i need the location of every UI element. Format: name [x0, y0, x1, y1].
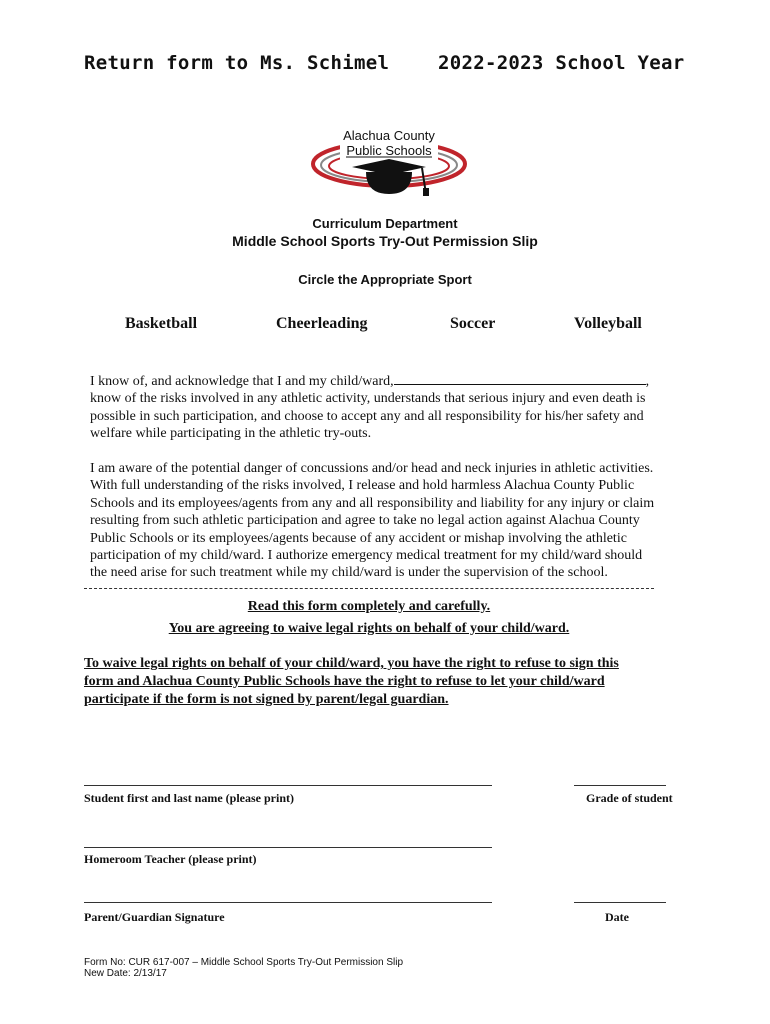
student-name-line[interactable] — [84, 785, 492, 786]
homeroom-teacher-label: Homeroom Teacher (please print) — [84, 852, 257, 866]
grade-label: Grade of student — [586, 791, 673, 805]
ack-line-4: welfare while participating in the athletic try-outs. — [90, 426, 372, 442]
district-logo — [310, 126, 468, 198]
release-line: With full understanding of the risks involved, I release and hold harmless Alachua County Public — [90, 478, 635, 494]
release-line: Public Schools or its employees/agents because of any accident or mishap involving the athletic — [90, 530, 627, 546]
sport-volleyball[interactable]: Volleyball — [574, 315, 642, 332]
release-line: participation of my child/ward. I authorize emergency medical treatment for my child/ward should — [90, 548, 643, 564]
sport-cheerleading[interactable]: Cheerleading — [276, 315, 368, 332]
release-line: I am aware of the potential danger of concussions and/or head and neck injuries in athletic activities. — [90, 461, 654, 476]
release-line: resulting from such athletic participation and agree to take no legal action against Alachua County — [90, 513, 640, 529]
homeroom-teacher-line[interactable] — [84, 847, 492, 848]
parent-signature-line[interactable] — [84, 902, 492, 903]
student-name-label: Student first and last name (please print) — [84, 791, 295, 805]
logo-text-line1: Alachua County — [343, 128, 435, 143]
refuse-line: To waive legal rights on behalf of your child/ward, you have the right to refuse to sign this — [84, 656, 619, 671]
refuse-line: form and Alachua County Public Schools have the right to refuse to let your child/ward — [84, 674, 605, 689]
school-year-header: 2022-2023 School Year — [438, 52, 685, 74]
refuse-right-notice — [84, 655, 619, 709]
department-title: Curriculum Department — [312, 216, 458, 231]
form-number: Form No: CUR 617-007 – Middle School Sports Try-Out Permission Slip — [84, 957, 404, 968]
date-line[interactable] — [574, 902, 666, 903]
logo-text-line2: Public Schools — [346, 143, 432, 158]
release-line: the need arise for such treatment while my child/ward is under the supervision of the school. — [90, 565, 608, 581]
dashed-divider — [84, 588, 654, 589]
acknowledgement-paragraph: I know of, and acknowledge that I and my child/ward, , know of the risks involved in any athletic activity, understands that serious injury and even death is possible in such participation, and choose to accept any and all responsibility for his/her safety and welfare while participating in the athletic try-outs. — [90, 372, 690, 443]
refuse-line: participate if the form is not signed by parent/legal guardian. — [84, 692, 449, 707]
sport-basketball[interactable]: Basketball — [125, 315, 198, 332]
read-carefully-notice: Read this form completely and carefully. — [247, 599, 491, 614]
form-footer — [84, 957, 403, 979]
grade-line[interactable] — [574, 785, 666, 786]
ack-line-1: I know of, and acknowledge that I and my child/ward, — [90, 374, 394, 389]
form-title: Middle School Sports Try-Out Permission Slip — [232, 233, 538, 249]
child-name-blank[interactable] — [394, 372, 646, 385]
return-to-header: Return form to Ms. Schimel — [84, 52, 390, 74]
waiver-notice: You are agreeing to waive legal rights on behalf of your child/ward. — [168, 621, 570, 636]
ack-line-3: possible in such participation, and choose to accept any and all responsibility for his/her safety and — [90, 408, 644, 424]
date-label: Date — [605, 910, 629, 924]
sport-soccer[interactable]: Soccer — [450, 315, 496, 332]
release-line: Schools and its employees/agents from any and all responsibility and liability for any injury or claim — [90, 495, 655, 511]
sport-instruction: Circle the Appropriate Sport — [298, 272, 472, 287]
ack-line-2: know of the risks involved in any athletic activity, understands that serious injury and even death is — [90, 391, 646, 407]
release-paragraph — [90, 460, 690, 582]
form-date: New Date: 2/13/17 — [84, 968, 167, 979]
parent-signature-label: Parent/Guardian Signature — [84, 910, 225, 924]
